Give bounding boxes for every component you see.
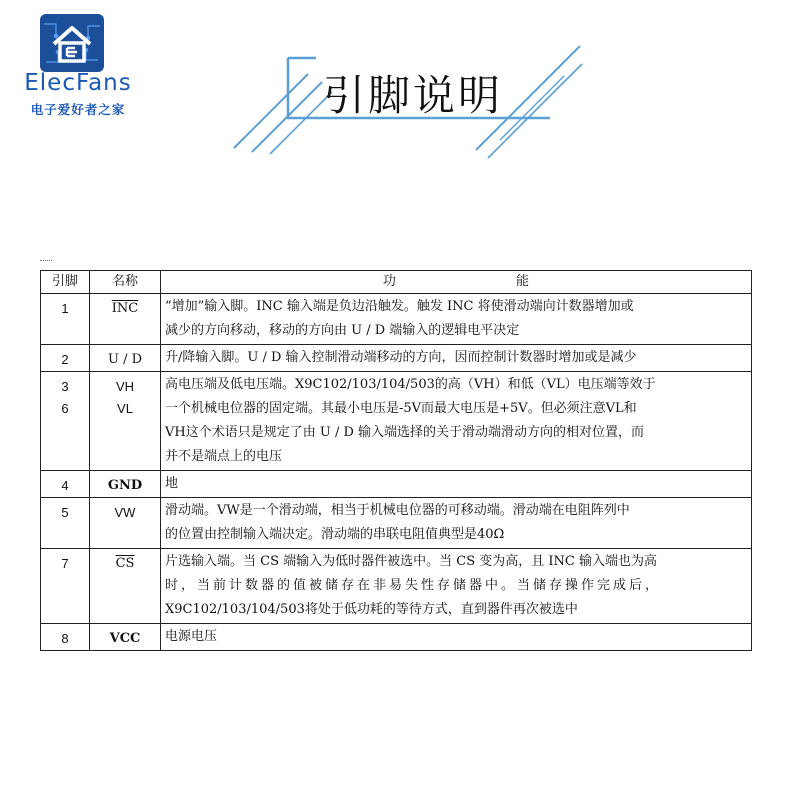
function-line: 片选输入端。当 CS 端输入为低时器件被选中。当 CS 变为高，且 INC 输入端也为高 bbox=[165, 554, 657, 569]
table-header-row bbox=[41, 271, 752, 294]
pin-number: 2 bbox=[41, 345, 90, 372]
pin-name bbox=[90, 345, 161, 372]
pin-name-label: U / D bbox=[107, 352, 143, 367]
table-row bbox=[41, 294, 752, 345]
pin-number: 7 bbox=[41, 549, 90, 624]
circuit-house-icon bbox=[40, 14, 104, 72]
pin-name-label: VL bbox=[117, 401, 133, 416]
pin-name-label: VW bbox=[114, 505, 136, 520]
title-banner bbox=[230, 30, 590, 160]
pin-number-value: 3 bbox=[61, 379, 69, 394]
table-row bbox=[41, 471, 752, 498]
table-row bbox=[41, 549, 752, 624]
stray-mark bbox=[40, 260, 52, 264]
pin-number bbox=[41, 372, 90, 471]
pin-number: 4 bbox=[41, 471, 90, 498]
function-line: 电源电压 bbox=[165, 629, 218, 644]
function-line: VH这个术语只是规定了由 U / D 输入端选择的关于滑动端滑动方向的相对位置，而 bbox=[165, 425, 645, 440]
pin-name-label: $\overline{INC}$ bbox=[111, 301, 139, 316]
pin-function bbox=[161, 345, 752, 372]
header-name: 名称 bbox=[90, 271, 161, 294]
pin-function bbox=[161, 549, 752, 624]
header-function: 功 能 bbox=[161, 271, 752, 294]
pin-number-value: 6 bbox=[61, 401, 69, 416]
table-row bbox=[41, 372, 752, 471]
pin-function bbox=[161, 624, 752, 651]
pin-name bbox=[90, 549, 161, 624]
function-line: 减少的方向移动，移动的方向由 U / D 端输入的逻辑电平决定 bbox=[165, 323, 520, 338]
pin-number: 8 bbox=[41, 624, 90, 651]
function-line: 升/降输入脚。U / D 输入控制滑动端移动的方向，因而控制计数器时增加或是减少 bbox=[165, 350, 637, 365]
pin-function bbox=[161, 294, 752, 345]
pin-name-label: VH bbox=[115, 379, 135, 394]
pin-number: 1 bbox=[41, 294, 90, 345]
pin-name-label: VCC bbox=[109, 631, 141, 646]
function-line: “增加”输入脚。INC 输入端是负边沿触发。触发 INC 将使滑动端向计数器增加或 bbox=[165, 299, 634, 314]
pin-name bbox=[90, 372, 161, 471]
logo-tagline: 电子爱好者之家 bbox=[30, 102, 126, 117]
table-row bbox=[41, 624, 752, 651]
header-pin: 引脚 bbox=[41, 271, 90, 294]
pin-name bbox=[90, 294, 161, 345]
pin-name-label: GND bbox=[107, 478, 143, 493]
function-line: 高电压端及低电压端。X9C102/103/104/503的高（VH）和低（VL）电压端等效于 bbox=[165, 377, 656, 392]
pin-function bbox=[161, 471, 752, 498]
pin-function bbox=[161, 372, 752, 471]
table-row bbox=[41, 498, 752, 549]
function-line: 的位置由控制输入端决定。滑动端的串联电阻值典型是40Ω bbox=[165, 527, 505, 542]
table-row bbox=[41, 345, 752, 372]
pin-name bbox=[90, 498, 161, 549]
elecfans-logo[interactable] bbox=[8, 8, 158, 118]
pin-name-label: $\overline{CS}$ bbox=[115, 556, 135, 571]
pin-number: 5 bbox=[41, 498, 90, 549]
function-line: 时，当前计数器的值被储存在非易失性存储器中。当储存操作完成后， bbox=[165, 578, 662, 593]
pin-name bbox=[90, 471, 161, 498]
function-line: 并不是端点上的电压 bbox=[165, 449, 283, 464]
function-line: 滑动端。VW是一个滑动端，相当于机械电位器的可移动端。滑动端在电阻阵列中 bbox=[165, 503, 630, 518]
page-title: 引脚说明 bbox=[322, 71, 503, 120]
pin-description-table bbox=[40, 270, 752, 651]
function-line: X9C102/103/104/503将处于低功耗的等待方式，直到器件再次被选中 bbox=[165, 602, 578, 617]
pin-name bbox=[90, 624, 161, 651]
function-line: 一个机械电位器的固定端。其最小电压是-5V而最大电压是+5V。但必须注意VL和 bbox=[165, 401, 637, 416]
logo-name: ElecFans bbox=[24, 70, 132, 96]
function-line: 地 bbox=[165, 476, 179, 491]
pin-function bbox=[161, 498, 752, 549]
